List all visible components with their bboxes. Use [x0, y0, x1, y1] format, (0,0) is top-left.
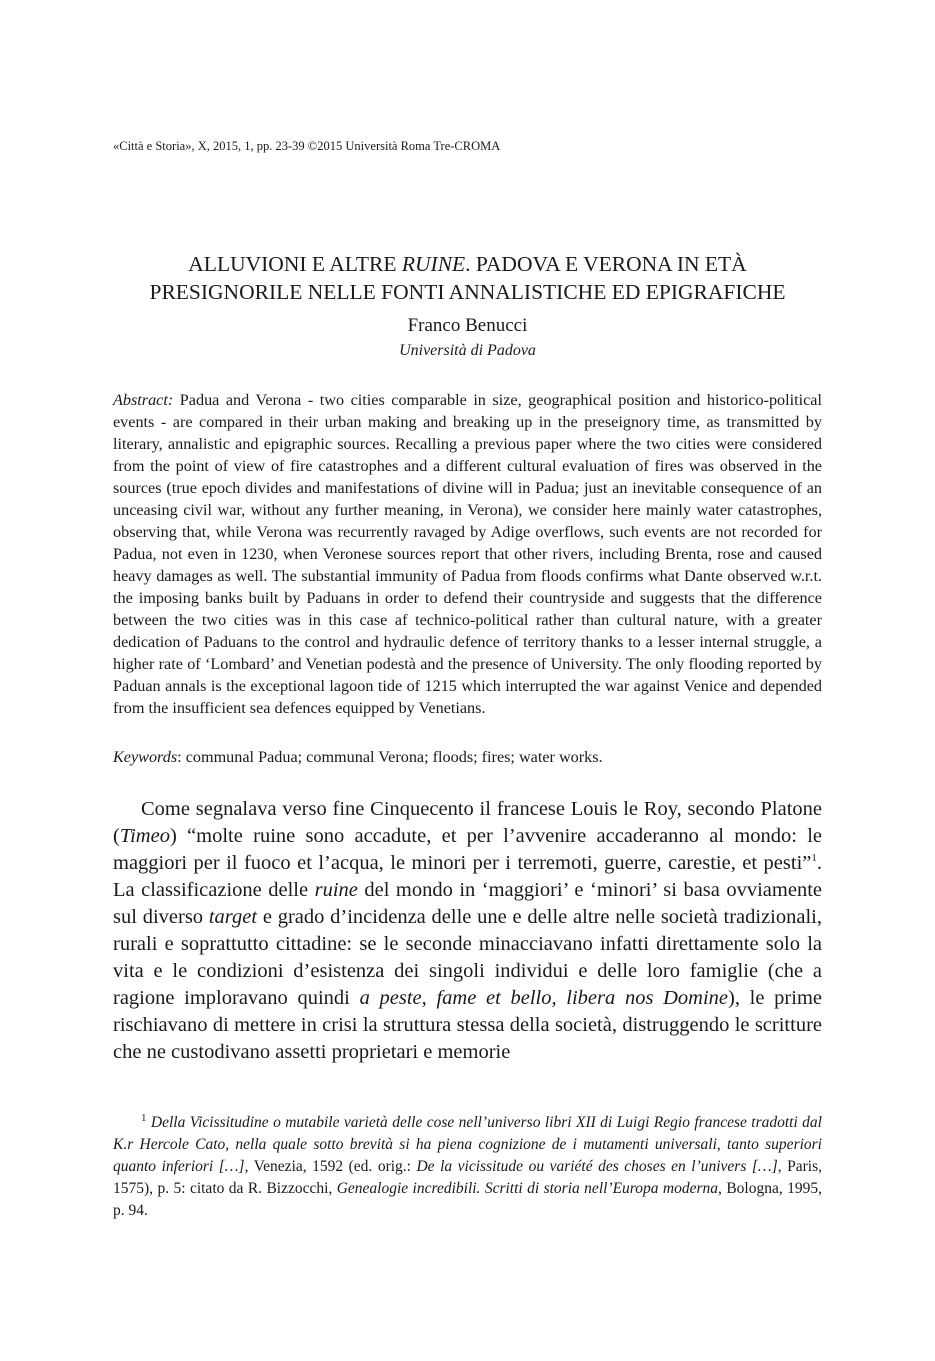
keywords-text: : communal Padua; communal Verona; floods; fires; water works.	[177, 748, 603, 766]
footnote: $^1$ Della Vicissitudine o mutabile varietà delle cose nell’universo libri XII di Luigi Regio francese tradotti dal K.r Hercole Cato, nella quale sotto brevità si ha piena cognizione de i mutamenti universali, tanto superiori quanto inferiori […], Venezia, 1592 (ed. orig.: De la vicissitude ou variété des choses en l’univers […], Paris, 1575), p. 5: citato da R. Bizzocchi, Genealogie incredibili. Scritti di storia nell’Europa moderna, Bologna, 1995, p. 94.	[113, 1111, 822, 1219]
abstract	[113, 389, 822, 719]
author-affiliation: Università di Padova	[399, 342, 536, 359]
title-line-2: PRESIGNORILE NELLE FONTI ANNALISTICHE ED EPIGRAFICHE	[149, 280, 786, 304]
footnote-reference[interactable]: 1	[811, 852, 817, 865]
title-italic-word: RUINE	[401, 252, 466, 276]
title-line-1: ALLUVIONI E ALTRE RUINE. PADOVA E VERONA IN ETÀ	[188, 252, 747, 276]
abstract-text: Padua and Verona - two cities comparable in size, geographical position and historico-political events - are compared in their urban making and breaking up in the preseignory time, as transmitted by literary, annalistic and epigraphic sources. Recalling a previous paper where the two cities were considered from the point of view of fire catastrophes and a different cultural evaluation of fires was observed in the sources (true epoch divides and manifestations of divine will in Padua; just an inevitable consequence of an unceasing civil war, without any further meaning, in Verona), we consider here mainly water catastrophes, observing that, while Verona was recurrently ravaged by Adige overflows, such events are not recorded for Padua, not even in 1230, when Veronese sources report that other rivers, including Brenta, rose and caused heavy damages as well. The substantial immunity of Padua from floods confirms what Dante observed w.r.t. the imposing banks built by Paduans in order to defend their countryside and suggests that the difference between the two cities was in this case af technico-political rather than cultural nature, with a greater dedication of Paduans to the control and hydraulic defence of territory thanks to a lesser internal struggle, a higher rate of ‘Lombard’ and Venetian podestà and the presence of University. The only flooding reported by Paduan annals is the exceptional lagoon tide of 1215 which interrupted the war against Venice and depended from the insufficient sea defences equipped by Venetians.	[113, 391, 822, 717]
article-title	[113, 250, 822, 306]
abstract-label: Abstract:	[113, 391, 174, 409]
footnote-number: 1	[141, 1111, 147, 1124]
author-name: Franco Benucci	[407, 315, 528, 336]
keywords	[113, 746, 822, 768]
running-head: «Città e Storia», X, 2015, 1, pp. 23-39 ©2015 Università Roma Tre-CROMA	[113, 139, 501, 153]
body-paragraph: Come segnalava verso fine Cinquecento il francese Louis le Roy, secondo Platone (Timeo) “molte ruine sono accadute, et per l’avvenire accaderanno al mondo: le maggiori per il fuoco et l’acqua, le minori per i terremoti, guerre, carestie, et pesti”$^1$. La classificazione delle ruine del mondo in ‘maggiori’ e ‘minori’ si basa ovviamente sul diverso target e grado d’incidenza delle une e delle altre nelle società tradizionali, rurali e soprattutto cittadine: se le seconde minacciavano infatti direttamente solo la vita e le condizioni d’esistenza dei singoli individui e delle loro famiglie (che a ragione imploravano quindi a peste, fame et bello, libera nos Domine), le prime rischiavano di mettere in crisi la struttura stessa della società, distruggendo le scritture che ne custodivano assetti proprietari e memorie	[113, 798, 822, 1063]
keywords-label: Keywords	[113, 748, 178, 766]
